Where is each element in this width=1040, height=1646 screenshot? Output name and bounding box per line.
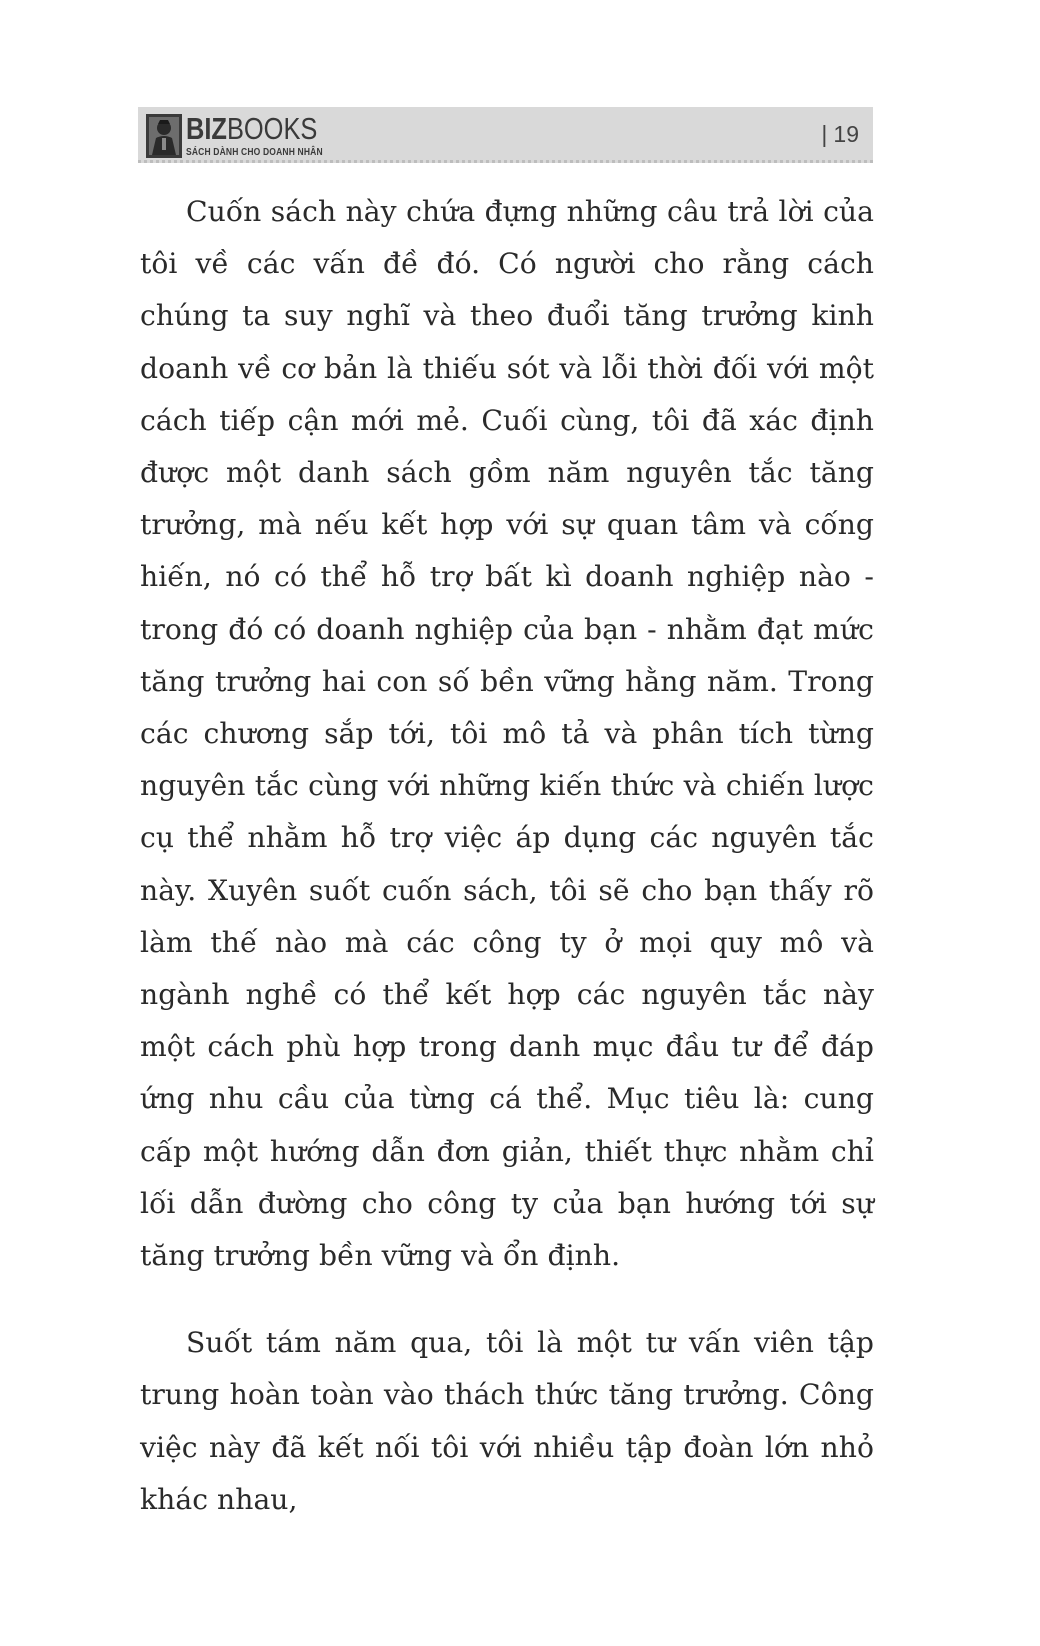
bizbooks-logo-icon <box>146 114 182 158</box>
brand-wordmark <box>186 112 317 146</box>
page-number <box>821 121 859 148</box>
page-number-separator: | <box>821 121 828 147</box>
paragraph: Cuốn sách này chứa đựng những câu trả lời của tôi về các vấn đề đó. Có người cho rằng cách chúng ta suy nghĩ và theo đuổi tăng trưởng kinh doanh về cơ bản là thiếu sót và lỗi thời đối với một cách tiếp cận mới mẻ. Cuối cùng, tôi đã xác định được một danh sách gồm năm nguyên tắc tăng trưởng, mà nếu kết hợp với sự quan tâm và cống hiến, nó có thể hỗ trợ bất kì doanh nghiệp nào - trong đó có doanh nghiệp của bạn - nhằm đạt mức tăng trưởng hai con số bền vững hằng năm. Trong các chương sắp tới, tôi mô tả và phân tích từng nguyên tắc cùng với những kiến thức và chiến lược cụ thể nhằm hỗ trợ việc áp dụng các nguyên tắc này. Xuyên suốt cuốn sách, tôi sẽ cho bạn thấy rõ làm thế nào mà các công ty ở mọi quy mô và ngành nghề có thể kết hợp các nguyên tắc này một cách phù hợp trong danh mục đầu tư để đáp ứng nhu cầu của từng cá thể. Mục tiêu là: cung cấp một hướng dẫn đơn giản, thiết thực nhằm chỉ lối dẫn đường cho công ty của bạn hướng tới sự tăng trưởng bền vững và ổn định. <box>140 195 874 1273</box>
running-header <box>138 107 873 163</box>
body-text <box>140 186 874 1526</box>
brand-wordmark-books: BOOKS <box>226 111 318 146</box>
brand-wordmark-biz: BIZ <box>186 111 227 146</box>
page-number-value: 19 <box>833 121 859 147</box>
paragraph: Suốt tám năm qua, tôi là một tư vấn viên tập trung hoàn toàn vào thách thức tăng trưởng. Công việc này đã kết nối tôi với nhiều tập đoàn lớn nhỏ khác nhau, <box>140 1326 874 1516</box>
brand-tagline: SÁCH DÀNH CHO DOANH NHÂN <box>186 147 323 158</box>
